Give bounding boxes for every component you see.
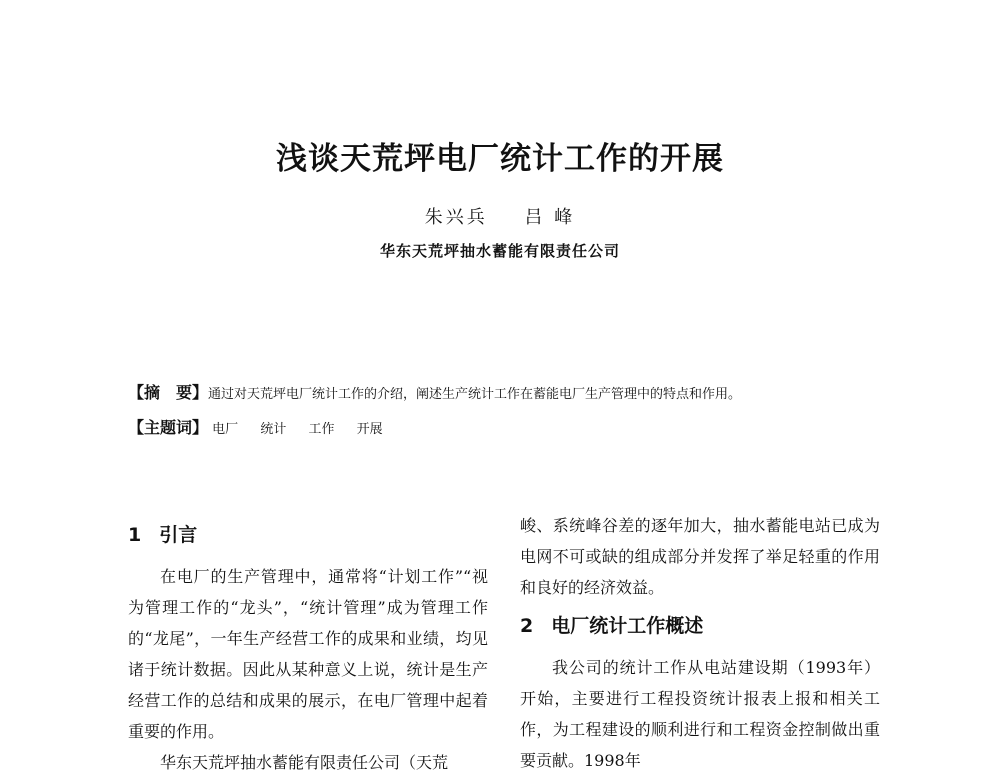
abstract-label: 【摘 要】 <box>128 383 209 402</box>
right-column <box>520 510 880 776</box>
abstract-text: 通过对天荒坪电厂统计工作的介绍，阐述生产统计工作在蓄能电厂生产管理中的特点和作用。 <box>208 387 742 402</box>
keyword: 开展 <box>356 422 383 437</box>
keywords-label: 【主题词】 <box>128 418 209 437</box>
paragraph: 我公司的统计工作从电站建设期（1993年）开始，主要进行工程投资统计报表上报和相关工作，为工程建设的顺利进行和工程资金控制做出重要贡献。1998年 <box>520 658 880 770</box>
affiliation: 华东天荒坪抽水蓄能有限责任公司 <box>379 242 620 260</box>
paragraph: 在电厂的生产管理中，通常将“计划工作”“视为管理工作的“龙头”，“统计管理”成为管理工作的“龙尾”，一年生产经营工作的成果和业绩，均见诸于统计数据。因此从某种意义上说，统计是生产经营工作的总结和成果的展示，在电厂管理中起着重要的作用。 <box>128 567 488 741</box>
section-number: 1 <box>128 524 142 546</box>
keyword: 工作 <box>308 422 335 437</box>
left-column <box>128 510 488 778</box>
section-title: 引言 <box>159 524 198 546</box>
section-heading-2 <box>520 611 880 638</box>
keywords <box>128 415 401 438</box>
keyword: 统计 <box>260 422 287 437</box>
paragraph: 华东天荒坪抽水蓄能有限责任公司（天荒 <box>160 753 449 772</box>
authors <box>0 203 1000 229</box>
section-title: 电厂统计工作概述 <box>551 615 704 637</box>
author-2: 吕 峰 <box>524 207 576 228</box>
section-heading-1 <box>128 520 488 547</box>
section-number: 2 <box>520 615 534 637</box>
author-1: 朱兴兵 <box>424 207 488 228</box>
abstract <box>128 380 741 403</box>
paragraph: 峻、系统峰谷差的逐年加大，抽水蓄能电站已成为电网不可或缺的组成部分并发挥了举足轻重的作用和良好的经济效益。 <box>520 516 880 597</box>
paper-title: 浅谈天荒坪电厂统计工作的开展 <box>276 141 724 177</box>
keyword: 电厂 <box>212 422 239 437</box>
